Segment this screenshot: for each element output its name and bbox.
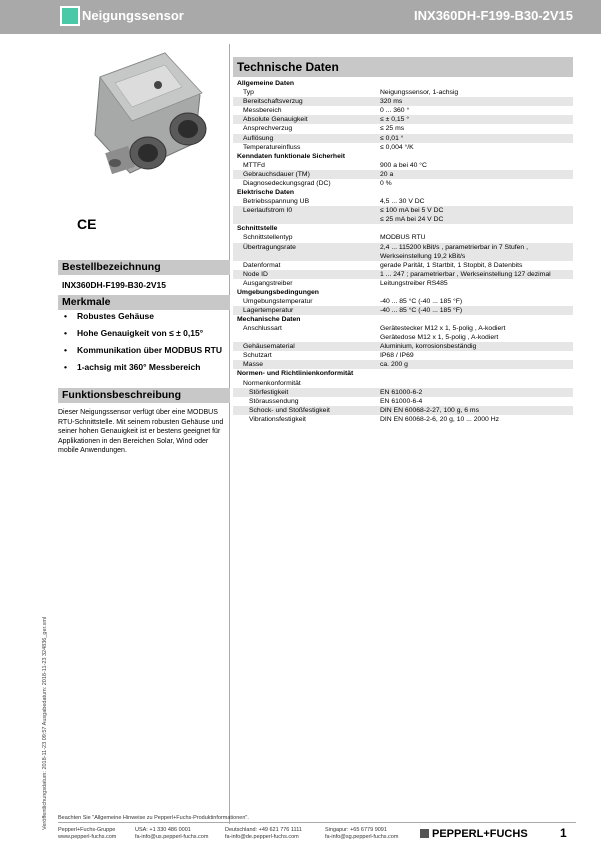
tech-label: Schutzart: [243, 352, 272, 360]
tech-value: ≤ 0,01 °: [380, 134, 404, 142]
tech-label: Gehäusematerial: [243, 343, 295, 351]
tech-label: Störfestigkeit: [249, 388, 289, 396]
tech-label: Störaussendung: [249, 397, 299, 405]
brand-name: PEPPERL+FUCHS: [432, 828, 528, 840]
tech-row: [233, 161, 573, 170]
tech-section-heading: [233, 288, 573, 297]
tech-value: DIN EN 60068-2-6, 20 g, 10 ... 2000 Hz: [380, 415, 500, 423]
tech-row: [233, 306, 573, 315]
tech-row: [233, 170, 573, 179]
order-section-title: Bestellbezeichnung: [58, 260, 230, 275]
tech-value: MODBUS RTU: [380, 234, 426, 242]
tech-row: [233, 360, 573, 369]
tech-value: -40 ... 85 °C (-40 ... 185 °F): [380, 297, 463, 305]
tech-row: [233, 106, 573, 115]
tech-value: IP68 / IP69: [380, 352, 414, 360]
header-accent-square: [60, 6, 80, 26]
tech-section-heading: [233, 79, 573, 88]
tech-section-heading: [233, 188, 573, 197]
footer-web[interactable]: www.pepperl-fuchs.com: [58, 834, 117, 840]
tech-row: [233, 379, 573, 388]
column-divider: [229, 44, 230, 824]
tech-label: Schock- und Stoßfestigkeit: [249, 406, 330, 414]
tech-row: [233, 124, 573, 133]
footer-group: [58, 827, 116, 841]
feature-item: • Robustes Gehäuse: [62, 311, 226, 321]
tech-value: 900 a bei 40 °C: [380, 161, 427, 169]
tech-row: [233, 134, 573, 143]
tech-value: ≤ 0,004 °/K: [380, 143, 414, 151]
feature-item: • Kommunikation über MODBUS RTU: [62, 345, 226, 355]
tech-value: Aluminium, korrosionsbeständig: [380, 343, 477, 351]
order-code: INX360DH-F199-B30-2V15: [62, 280, 166, 290]
footer-sg: [325, 827, 398, 841]
tech-row: [233, 279, 573, 288]
tech-label: Diagnosedeckungsgrad (DC): [243, 180, 331, 188]
tech-label: Umgebungsbedingungen: [237, 288, 319, 296]
tech-row: [233, 197, 573, 206]
tech-section-heading: [233, 224, 573, 233]
tech-value: 2,4 ... 115200 kBit/s , parametrierbar in 7 Stufen , Werkseinstellung 19,2 kBit/s: [380, 243, 528, 260]
footer-usa-phone: USA: +1 330 486 0001: [135, 827, 191, 833]
tech-label: Typ: [243, 89, 254, 97]
tech-value: EN 61000-6-4: [380, 397, 423, 405]
footer-divider: [58, 822, 576, 823]
tech-value: Gerätestecker M12 x 1, 5-polig , A-kodiert Gerätedose M12 x 1, 5-polig , A-kodiert: [380, 325, 506, 342]
footer-de-mail[interactable]: fa-info@de.pepperl-fuchs.com: [225, 834, 299, 840]
tech-label: Bereitschaftsverzug: [243, 98, 303, 106]
tech-label: Auflösung: [243, 134, 274, 142]
tech-row: [233, 388, 573, 397]
tech-label: Lagertemperatur: [243, 306, 294, 314]
tech-value: 320 ms: [380, 98, 403, 106]
tech-label: Messbereich: [243, 107, 282, 115]
tech-row: [233, 97, 573, 106]
tech-value: gerade Parität, 1 Startbit, 1 Stopbit, 8 Datenbits: [380, 261, 523, 269]
publication-side-text: Veröffentlichungsdatum: 2018-11-23 09:57 Ausgabedatum: 2018-11-23 324836_ger.xml: [42, 616, 48, 830]
header-left-title: Neigungssensor: [82, 8, 184, 23]
function-section-title: Funktionsbeschreibung: [58, 388, 230, 403]
tech-label: Normenkonformität: [243, 379, 301, 387]
brand-logo-icon: [420, 829, 429, 838]
features-section-title: Merkmale: [58, 295, 230, 310]
tech-label: Allgemeine Daten: [237, 80, 295, 87]
tech-label: Mechanische Daten: [237, 316, 301, 324]
tech-value: -40 ... 85 °C (-40 ... 185 °F): [380, 306, 463, 314]
tech-value: ≤ 100 mA bei 5 V DC ≤ 25 mA bei 24 V DC: [380, 207, 444, 224]
tech-row: [233, 88, 573, 97]
tech-value: 1 ... 247 ; parametrierbar , Werkseinstellung 127 dezimal: [380, 270, 551, 278]
tech-data-title: Technische Daten: [233, 57, 573, 77]
tech-row: [233, 179, 573, 188]
tech-row: [233, 143, 573, 152]
feature-item: • 1-achsig mit 360° Messbereich: [62, 362, 226, 372]
tech-label: Normen- und Richtlinienkonformität: [237, 370, 354, 378]
page-number: 1: [560, 826, 567, 840]
tech-value: 4,5 ... 30 V DC: [380, 198, 425, 206]
tech-label: Masse: [243, 361, 264, 369]
footer-usa-mail[interactable]: fa-info@us.pepperl-fuchs.com: [135, 834, 209, 840]
tech-row: [233, 415, 573, 424]
footer-group-name: Pepperl+Fuchs-Gruppe: [58, 827, 116, 833]
feature-item: • Hohe Genauigkeit von ≤ ± 0,15°: [62, 328, 226, 338]
tech-section-heading: [233, 369, 573, 378]
tech-label: Übertragungsrate: [243, 243, 296, 251]
tech-row: [233, 297, 573, 306]
footer-de-phone: Deutschland: +49 621 776 1111: [225, 827, 302, 833]
tech-value: ca. 200 g: [380, 361, 408, 369]
tech-value: 0 %: [380, 180, 392, 188]
tech-row: [233, 270, 573, 279]
tech-data-table: [233, 79, 573, 424]
tech-label: Kenndaten funktionale Sicherheit: [237, 152, 346, 160]
tech-value: EN 61000-6-2: [380, 388, 423, 396]
tech-value: DIN EN 60068-2-27, 100 g, 6 ms: [380, 406, 479, 414]
tech-label: MTTFd: [243, 161, 265, 169]
tech-label: Temperatureinfluss: [243, 143, 301, 151]
tech-label: Leerlaufstrom I0: [243, 207, 293, 215]
footer-de: [225, 827, 302, 841]
tech-row: [233, 243, 573, 261]
tech-value: 20 a: [380, 170, 394, 178]
tech-label: Node ID: [243, 270, 268, 278]
features-list: [62, 311, 226, 379]
header-bar: [0, 0, 601, 34]
tech-row: [233, 351, 573, 360]
tech-row: [233, 342, 573, 351]
tech-row: [233, 397, 573, 406]
tech-label: Umgebungstemperatur: [243, 297, 313, 305]
tech-row: [233, 233, 573, 242]
tech-label: Anschlussart: [243, 325, 282, 333]
product-image: [70, 45, 210, 195]
tech-label: Datenformat: [243, 261, 281, 269]
footer-sg-mail[interactable]: fa-info@sg.pepperl-fuchs.com: [325, 834, 399, 840]
tech-value: 0 ... 360 °: [380, 107, 410, 115]
tech-value: ≤ 25 ms: [380, 125, 405, 133]
tech-section-heading: [233, 152, 573, 161]
tech-label: Ansprechverzug: [243, 125, 293, 133]
footer-usa: [135, 827, 208, 841]
tech-row: [233, 115, 573, 124]
header-right-title: INX360DH-F199-B30-2V15: [414, 8, 573, 23]
footer-note: Beachten Sie "Allgemeine Hinweise zu Pepperl+Fuchs-Produktinformationen".: [58, 815, 249, 821]
tech-row: [233, 206, 573, 224]
tech-value: Neigungssensor, 1-achsig: [380, 89, 459, 97]
tech-row: [233, 261, 573, 270]
ce-mark: CE: [77, 216, 97, 232]
footer-sg-phone: Singapur: +65 6779 9091: [325, 827, 387, 833]
tech-label: Elektrische Daten: [237, 189, 295, 197]
tech-value: Leitungstreiber RS485: [380, 279, 448, 287]
tech-label: Betriebsspannung UB: [243, 198, 310, 206]
tech-row: [233, 324, 573, 342]
tech-label: Absolute Genauigkeit: [243, 116, 308, 124]
tech-label: Vibrationsfestigkeit: [249, 415, 306, 423]
tech-label: Gebrauchsdauer (TM): [243, 170, 310, 178]
tech-label: Schnittstelle: [237, 225, 278, 233]
tech-label: Ausgangstreiber: [243, 279, 293, 287]
tech-row: [233, 406, 573, 415]
tech-value: ≤ ± 0,15 °: [380, 116, 410, 124]
tech-section-heading: [233, 315, 573, 324]
tech-label: Schnittstellentyp: [243, 234, 293, 242]
function-description: Dieser Neigungssensor verfügt über eine MODBUS RTU-Schnittstelle. Mit seinem robusten Gehäuse und seiner hohen Genauigkeit ist er bestens geeignet für Applikationen in den Bereichen Solar, Wind oder mobile Anwendungen.: [58, 409, 224, 455]
